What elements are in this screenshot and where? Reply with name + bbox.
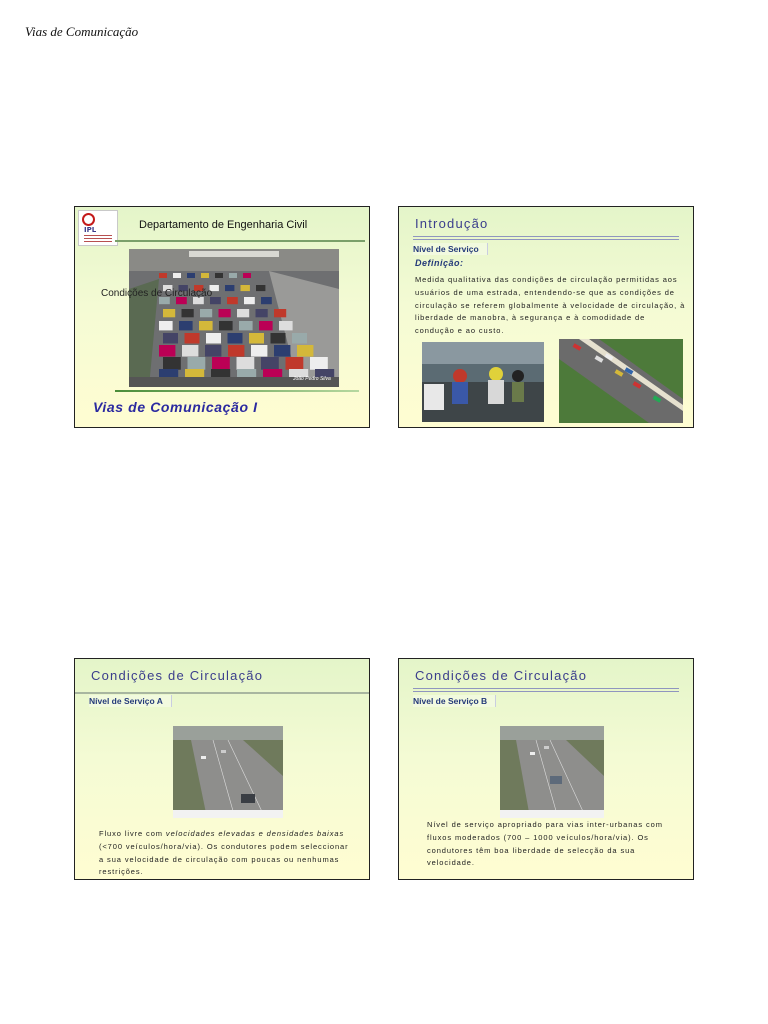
motorcycles-photo [422, 342, 544, 422]
slide-title: Introdução [415, 216, 489, 231]
photo-caption: Condições de Circulação [101, 288, 213, 299]
description-text: Fluxo livre com velocidades elevadas e densidades baixas (<700 veículos/hora/via). Os condutores podem seleccionar a sua velocidade de circulação com poucas ou nenhumas restrições. [99, 829, 349, 877]
aerial-traffic-photo [559, 339, 683, 423]
title-rule [413, 691, 679, 692]
slide-nivel-a [74, 658, 370, 880]
divider [115, 390, 359, 392]
page-header: Vias de Comunicação [25, 24, 139, 39]
logo-text: IPL [84, 226, 97, 234]
course-title: Vias de Comunicação I [93, 399, 258, 415]
sub-label: Nível de Serviço B [413, 695, 496, 707]
sub-label: Nível de Serviço [413, 243, 488, 255]
slide-title: Condições de Circulação [415, 668, 588, 683]
logo-lines-icon [84, 235, 112, 244]
highway-photo-a [173, 726, 283, 818]
photo-credit: João Pedro Silva [293, 376, 331, 382]
divider [115, 240, 365, 242]
definition-label: Definição: [415, 258, 464, 268]
department-name: Departamento de Engenharia Civil [139, 219, 308, 231]
slide-title: Condições de Circulação [91, 668, 264, 683]
description-text: Nível de serviço apropriado para vias inter-urbanas com fluxos moderados (700 – 1000 veículos/hora/via). Os condutores têm boa liberdade de selecção da sua velocidade. [427, 820, 663, 868]
definition-text: Medida qualitativa das condições de circulação permitidas aos usuários de uma estrada, entendendo-se que as condições de circulação se referem globalmente à velocidade de circulação, à liberdade de manobra, à segurança e à comodidade de condução e ao custo. [415, 275, 686, 336]
logo-circle-icon [82, 213, 95, 226]
sub-label: Nível de Serviço A [89, 695, 172, 707]
ipl-logo [78, 210, 118, 246]
slide-introducao [398, 206, 694, 428]
highway-photo-b [500, 726, 604, 818]
title-rule [75, 692, 369, 694]
title-rule [413, 239, 679, 240]
slide-title-page [74, 206, 370, 428]
slide-nivel-b [398, 658, 694, 880]
title-rule [413, 236, 679, 237]
title-rule [413, 688, 679, 689]
traffic-photo [129, 249, 339, 387]
